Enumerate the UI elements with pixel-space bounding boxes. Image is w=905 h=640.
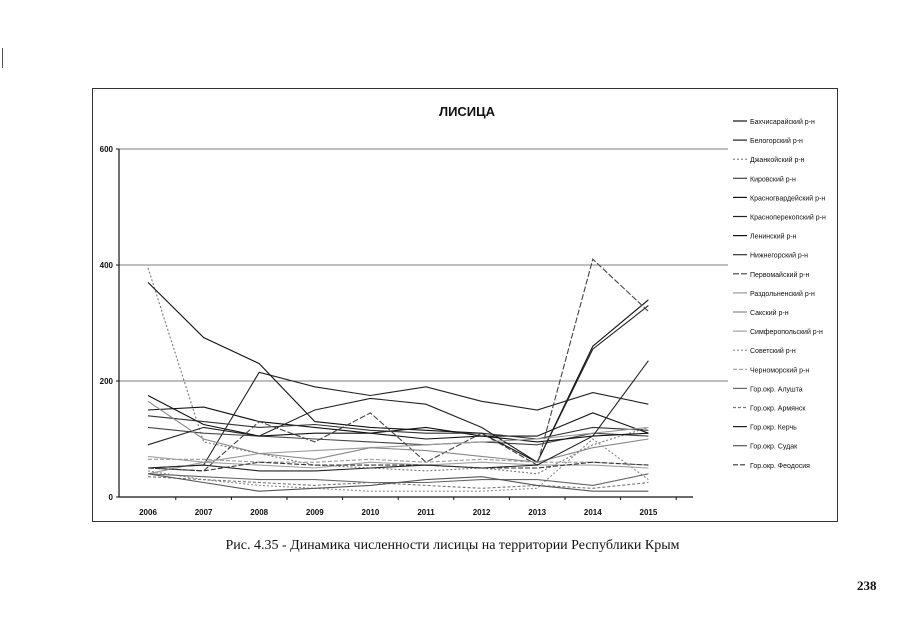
- chart-svg: [93, 89, 837, 521]
- chart-frame: [92, 88, 838, 522]
- y-tick-label-0: 0: [108, 493, 113, 502]
- figure-caption: Рис. 4.35 - Динамика численности лисицы на территории Республики Крым: [225, 538, 680, 553]
- x-tick-label-2010: 2010: [361, 508, 380, 517]
- x-tick-label-2007: 2007: [194, 508, 213, 517]
- legend-label-3: Джанкойский р-н: [750, 157, 805, 165]
- legend-label-5: Красногвардейский р-н: [750, 195, 826, 203]
- x-tick-label-2014: 2014: [583, 508, 602, 517]
- x-tick-label-2012: 2012: [472, 508, 491, 517]
- y-tick-label-200: 200: [99, 377, 113, 386]
- x-tick-label-2015: 2015: [639, 508, 658, 517]
- series-line-6: [148, 306, 648, 463]
- x-tick-label-2013: 2013: [528, 508, 547, 517]
- margin-mark: [2, 48, 3, 68]
- legend-label-14: Черноморский р-н: [750, 367, 810, 375]
- y-tick-label-600: 600: [99, 145, 113, 154]
- legend-label-12: Симферопольский р-н: [750, 329, 823, 337]
- legend-label-7: Ленинский р-н: [750, 233, 797, 241]
- legend-label-2: Белогорский р-н: [750, 138, 803, 146]
- series-line-18: [148, 474, 648, 491]
- page-number: 238: [857, 578, 877, 593]
- x-tick-label-2006: 2006: [139, 508, 157, 517]
- legend-label-10: Раздольненский р-н: [750, 290, 815, 298]
- legend-label-13: Советский р-н: [750, 348, 796, 356]
- legend-label-19: Гор.окр. Феодосия: [750, 462, 810, 470]
- legend-label-8: Нижнегорский р-н: [750, 252, 809, 260]
- series-line-9: [148, 259, 648, 471]
- legend-label-15: Гор.окр. Алушта: [750, 386, 803, 394]
- legend-label-1: Бахчисарайский р-н: [750, 119, 815, 126]
- y-tick-label-400: 400: [99, 261, 113, 270]
- x-tick-label-2008: 2008: [250, 508, 269, 517]
- x-tick-label-2009: 2009: [305, 508, 324, 517]
- chart-title: ЛИСИЦА: [438, 104, 496, 119]
- legend-label-16: Гор.окр. Армянск: [750, 405, 806, 413]
- legend-label-18: Гор.окр. Судак: [750, 443, 798, 451]
- series-line-14: [148, 459, 648, 465]
- legend-label-6: Красноперекопский р-н: [750, 214, 826, 222]
- legend-label-17: Гор.окр. Керчь: [750, 424, 797, 432]
- x-tick-label-2011: 2011: [417, 508, 435, 517]
- legend-label-11: Сакский р-н: [750, 310, 789, 317]
- legend-label-9: Первомайский р-н: [750, 271, 810, 279]
- legend-label-4: Кировский р-н: [750, 176, 796, 184]
